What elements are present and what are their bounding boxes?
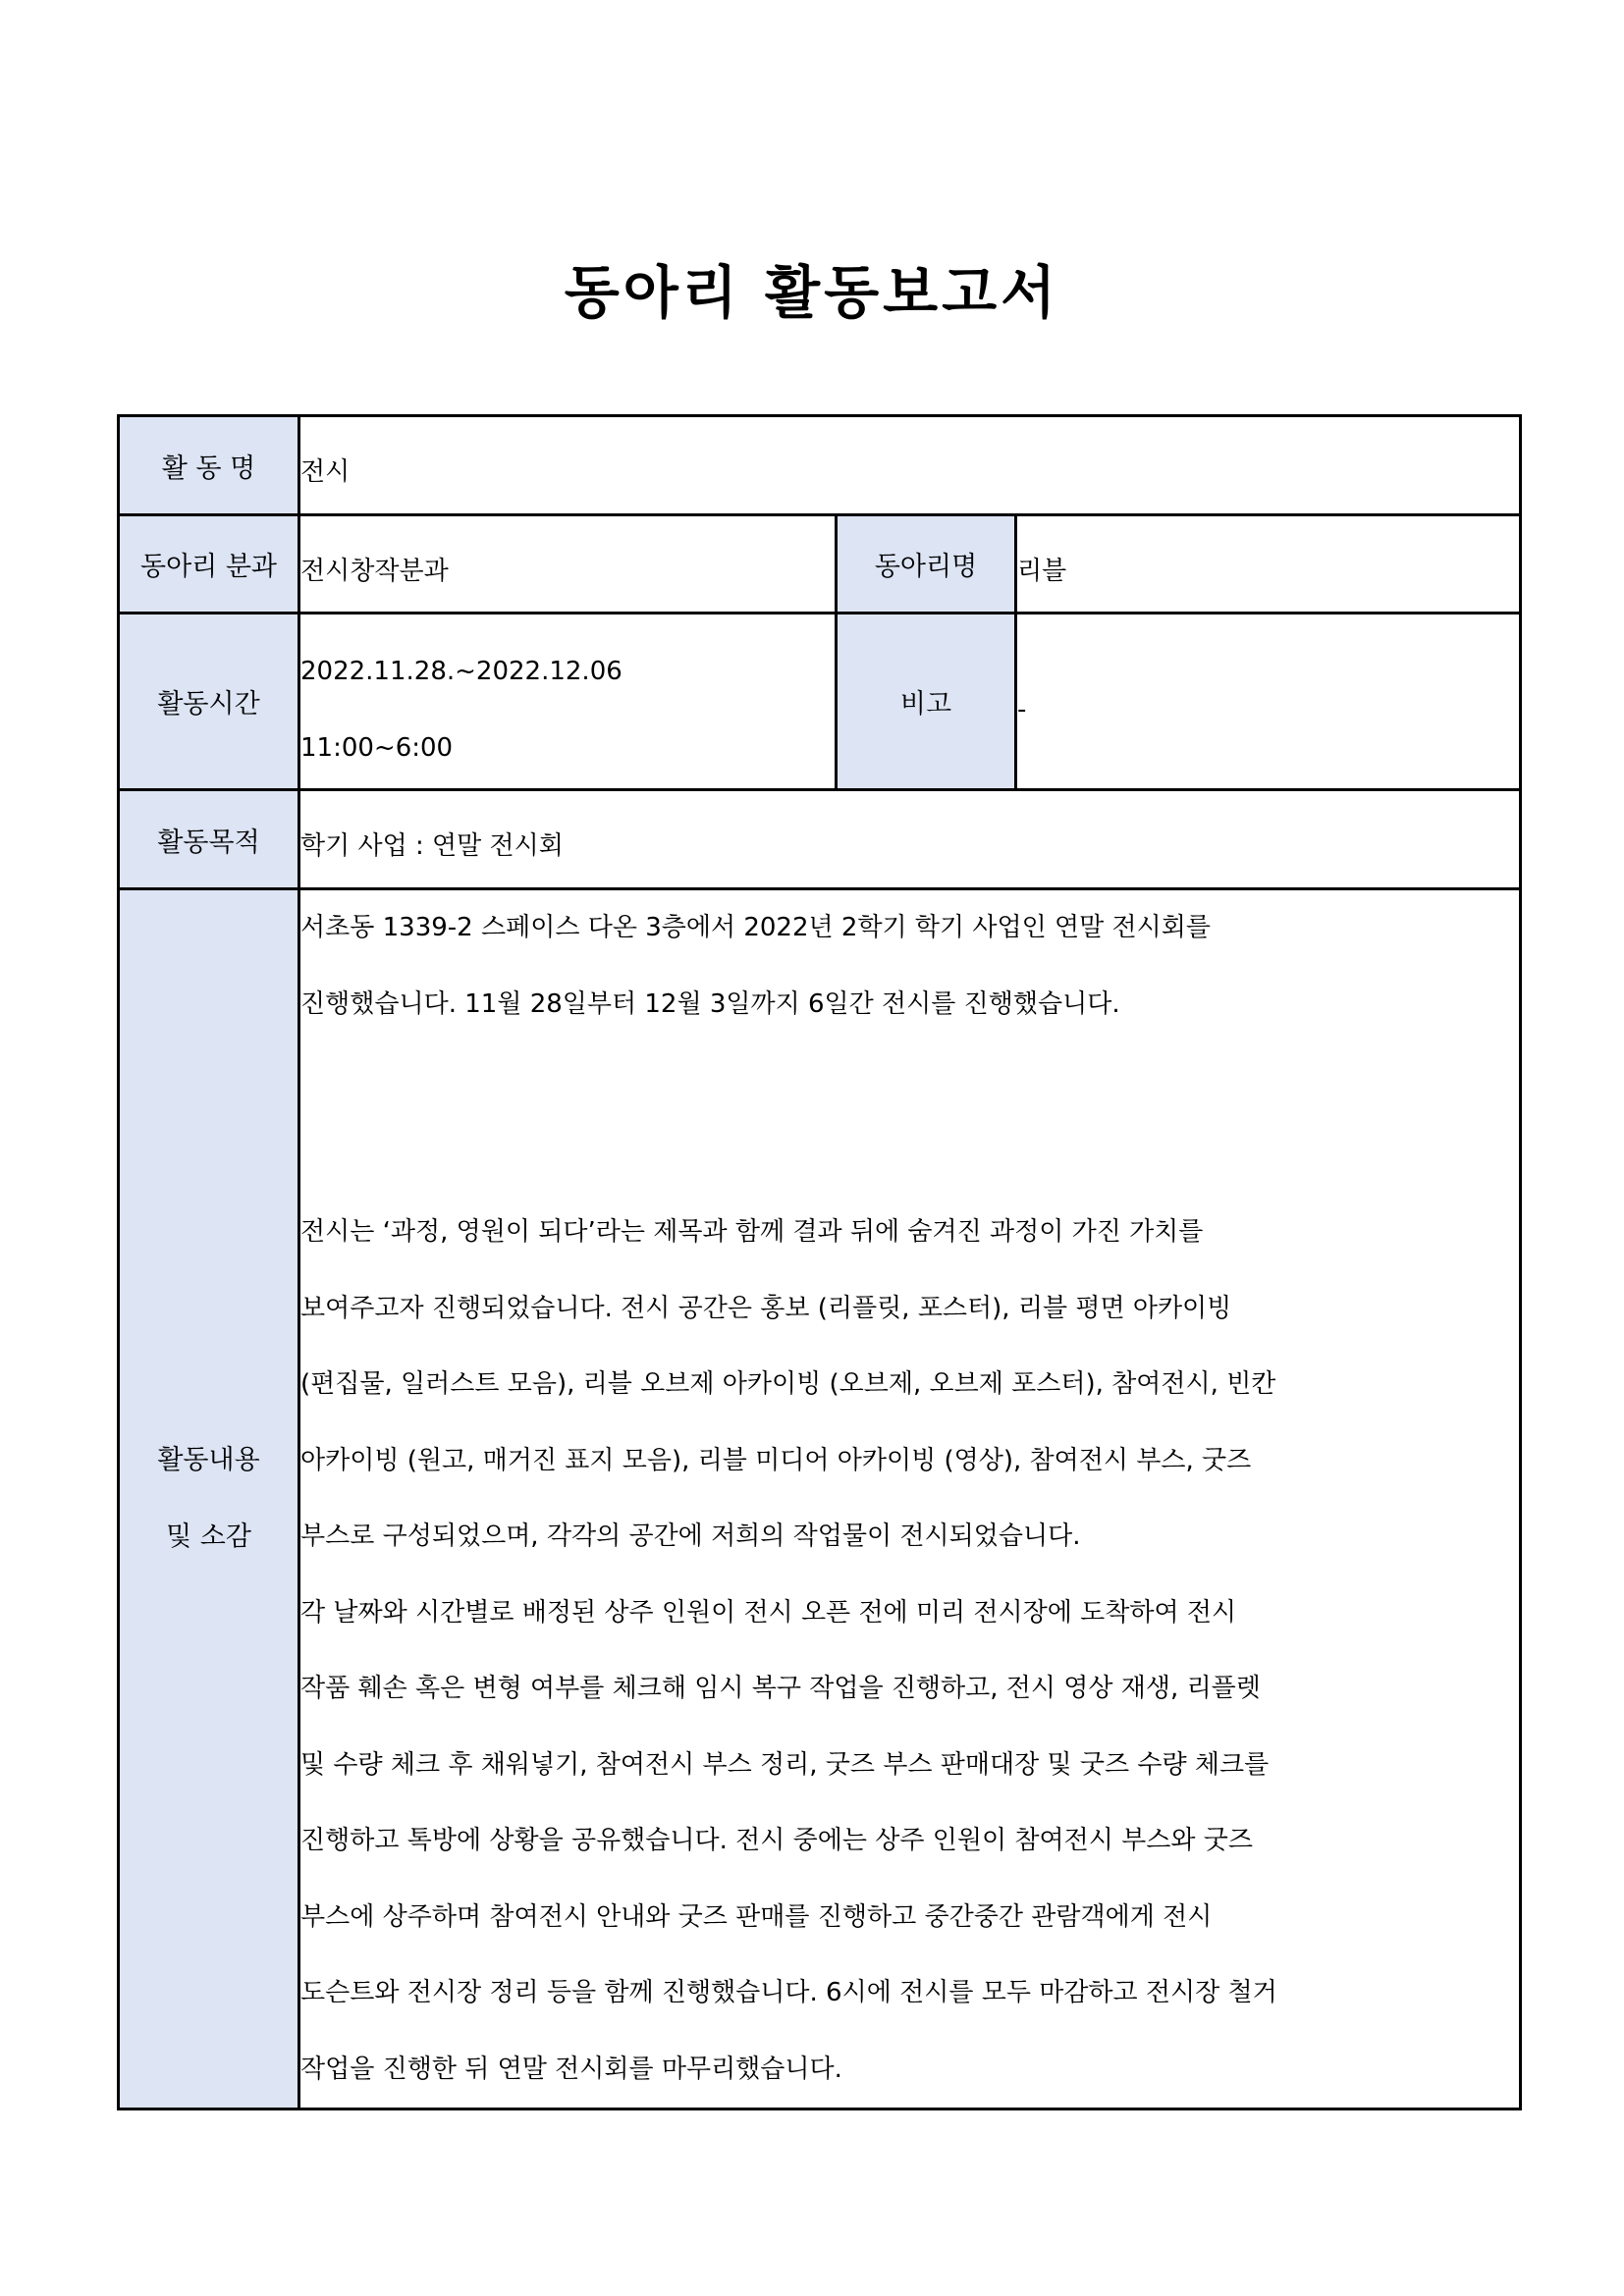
time-value	[299, 614, 837, 790]
row-content	[119, 889, 1521, 2109]
row-activity-name	[119, 416, 1521, 515]
purpose-label: 활동목적	[119, 790, 299, 889]
row-purpose	[119, 790, 1521, 889]
content-value: 서초동 1339-2 스페이스 다온 3층에서 2022년 2학기 학기 사업인 연말 전시회를 진행했습니다. 11월 28일부터 12월 3일까지 6일간 전시를 진행했습니다. 전시는 ‘과정, 영원이 되다’라는 제목과 함께 결과 뒤에 숨겨진 과정이 가진 가치를 보여주고자 진행되었습니다. 전시 공간은 홍보 (리플릿, 포스터), 리블 평면 아카이빙 (편집물, 일러스트 모음), 리블 오브제 아카이빙 (오브제, 오브제 포스터), 참여전시, 빈칸 아카이빙 (원고, 매거진 표지 모음), 리블 미디어 아카이빙 (영상), 참여전시 부스, 굿즈 부스로 구성되었으며, 각각의 공간에 저희의 작업물이 전시되었습니다. 각 날짜와 시간별로 배정된 상주 인원이 전시 오픈 전에 미리 전시장에 도착하여 전시 작품 훼손 혹은 변형 여부를 체크해 임시 복구 작업을 진행하고, 전시 영상 재생, 리플렛 및 수량 체크 후 채워넣기, 참여전시 부스 정리, 굿즈 부스 판매대장 및 굿즈 수량 체크를 진행하고 톡방에 상황을 공유했습니다. 전시 중에는 상주 인원이 참여전시 부스와 굿즈 부스에 상주하며 참여전시 안내와 굿즈 판매를 진행하고 중간중간 관람객에게 전시 도슨트와 전시장 정리 등을 함께 진행했습니다. 6시에 전시를 모두 마감하고 전시장 철거 작업을 진행한 뒤 연말 전시회를 마무리했습니다.	[299, 889, 1521, 2109]
remarks-value: -	[1016, 614, 1521, 790]
activity-name-label: 활 동 명	[119, 416, 299, 515]
club-name-label: 동아리명	[837, 515, 1016, 614]
activity-name-value: 전시	[299, 416, 1521, 515]
remarks-label: 비고	[837, 614, 1016, 790]
document-title: 동아리 활동보고서	[564, 259, 1060, 326]
time-hours: 11:00~6:00	[300, 732, 454, 763]
club-name-value: 리블	[1016, 515, 1521, 614]
row-division	[119, 515, 1521, 614]
row-activity-time	[119, 614, 1521, 790]
activity-report-table	[117, 414, 1522, 2110]
content-label: 활동내용 및 소감	[119, 889, 299, 2109]
purpose-value: 학기 사업 : 연말 전시회	[299, 790, 1521, 889]
time-date-range: 2022.11.28.~2022.12.06	[300, 656, 623, 686]
time-label: 활동시간	[119, 614, 299, 790]
division-value: 전시창작분과	[299, 515, 837, 614]
division-label: 동아리 분과	[119, 515, 299, 614]
